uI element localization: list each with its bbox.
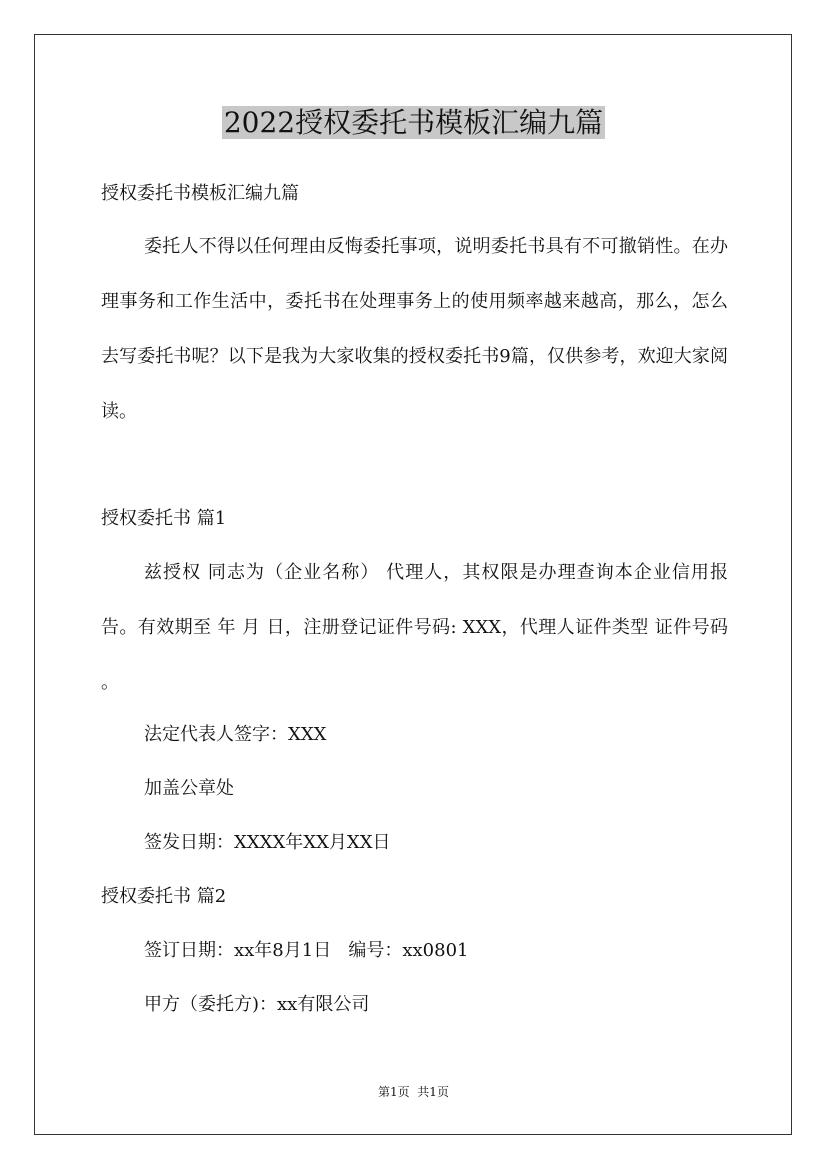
official-seal-line: 加盖公章处 <box>144 778 234 799</box>
page-number-footer: 第1页 共1页 <box>378 1085 449 1099</box>
legal-rep-signature-line: 法定代表人签字：XXX <box>144 724 327 745</box>
document-subtitle: 授权委托书模板汇编九篇 <box>101 183 299 204</box>
document-title-text: 2022授权委托书模板汇编九篇 <box>223 106 604 139</box>
section-2-heading: 授权委托书 篇2 <box>101 886 227 907</box>
sign-date-number-line: 签订日期：xx年8月1日 编号：xx0801 <box>144 940 469 961</box>
issue-date-line: 签发日期：XXXX年XX月XX日 <box>144 832 391 853</box>
party-a-line: 甲方（委托方)：xx有限公司 <box>144 994 370 1015</box>
document-title <box>0 104 827 142</box>
intro-paragraph: 委托人不得以任何理由反悔委托事项，说明委托书具有不可撤销性。在办理事务和工作生活中，委托书在处理事务上的使用频率越来越高，那么，怎么去写委托书呢？以下是我为大家收集的授权委托书9篇，仅供参考，欢迎大家阅读。 <box>101 236 728 422</box>
section-1-heading: 授权委托书 篇1 <box>101 508 227 529</box>
section-1-body: 兹授权 同志为（企业名称） 代理人，其权限是办理查询本企业信用报告。有效期至 年 月 日，注册登记证件号码: XXX，代理人证件类型 证件号码 。 <box>101 562 728 693</box>
